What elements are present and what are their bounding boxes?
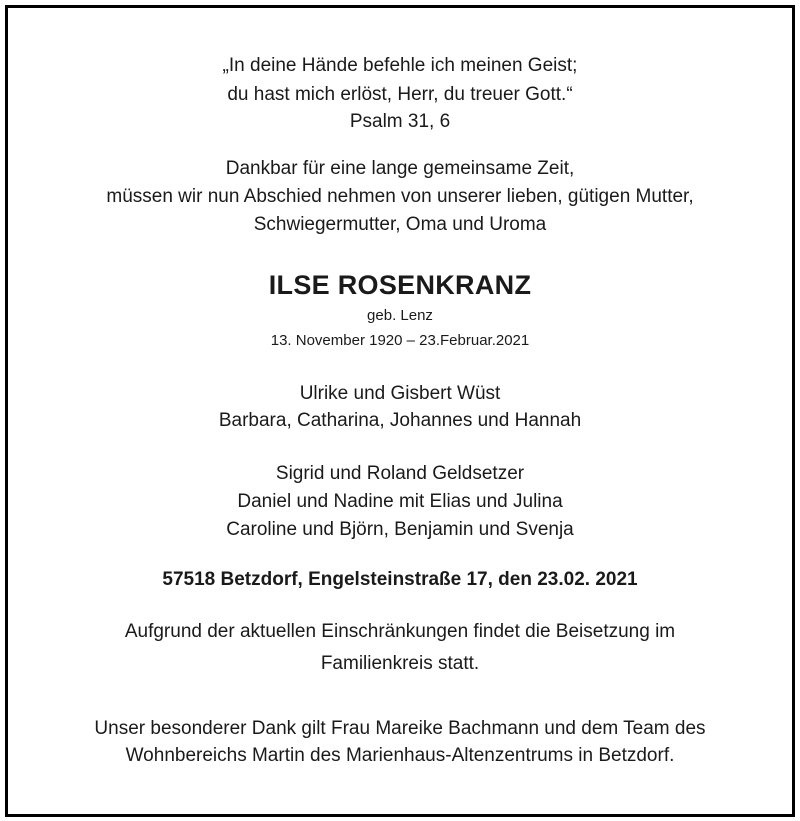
burial-note-line-1: Aufgrund der aktuellen Einschränkungen findet die Beisetzung im xyxy=(124,621,676,642)
address-date: 57518 Betzdorf, Engelsteinstraße 17, den 23.02. 2021 xyxy=(162,569,638,590)
maiden-name: geb. Lenz xyxy=(367,307,433,324)
deceased-name: ILSE ROSENKRANZ xyxy=(268,270,532,300)
quote-source: Psalm 31, 6 xyxy=(349,111,451,132)
family-2-line-1: Sigrid und Roland Geldsetzer xyxy=(275,463,525,484)
burial-note-line-2: Familienkreis statt. xyxy=(320,653,480,674)
thanks-line-1: Unser besonderer Dank gilt Frau Mareike Bachmann und dem Team des xyxy=(94,718,706,739)
thanks-line-2: Wohnbereichs Martin des Marienhaus-Altenzentrums in Betzdorf. xyxy=(125,745,675,766)
family-1-line-1: Ulrike und Gisbert Wüst xyxy=(299,383,501,404)
obituary-notice xyxy=(5,5,795,817)
family-1-line-2: Barbara, Catharina, Johannes und Hannah xyxy=(218,410,582,431)
quote-line-1: „In deine Hände befehle ich meinen Geist; xyxy=(222,55,578,76)
intro-line-2: müssen wir nun Abschied nehmen von unserer lieben, gütigen Mutter, xyxy=(106,186,694,207)
life-dates: 13. November 1920 – 23.Februar.2021 xyxy=(270,332,530,349)
family-2-line-2: Daniel und Nadine mit Elias und Julina xyxy=(237,491,563,512)
quote-line-2: du hast mich erlöst, Herr, du treuer Gott.“ xyxy=(227,84,573,105)
intro-line-3: Schwiegermutter, Oma und Uroma xyxy=(253,214,547,235)
intro-line-1: Dankbar für eine lange gemeinsame Zeit, xyxy=(225,158,575,179)
family-2-line-3: Caroline und Björn, Benjamin und Svenja xyxy=(226,519,574,540)
